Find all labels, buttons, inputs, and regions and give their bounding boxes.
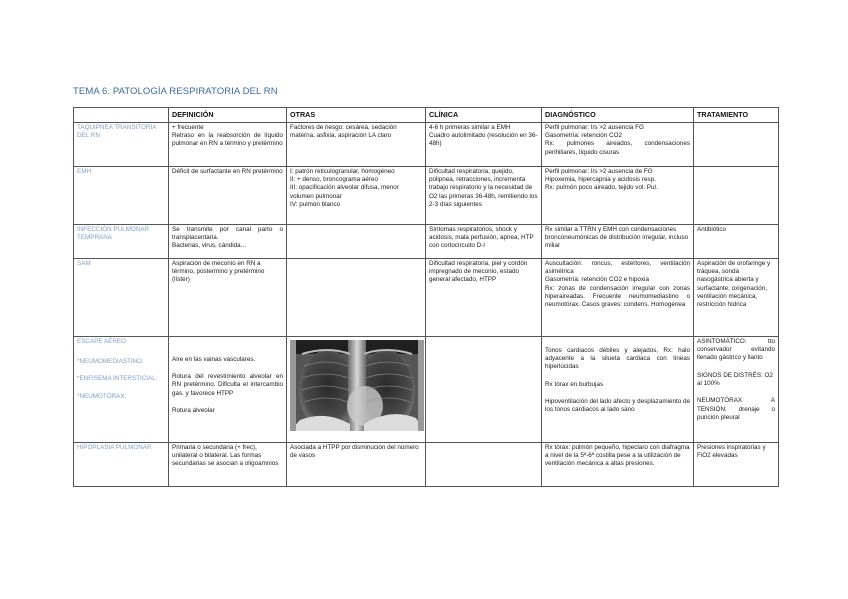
cell-tratamiento: Aspiración de orofaringe y tráquea, sonda nasogástrica abierta y surfactante, oxigenación, ventilación mecánica, restricción hídrica (694, 258, 779, 336)
cell-definicion (169, 122, 287, 166)
cell-clinica: Síntomas respiratorios, shock y acidosis, mala perfusión, apnea, HTP con cortocircuito D-I (426, 224, 542, 258)
cell-text: Hipoxemia, hipercapnia y acidosis resp. (545, 175, 656, 183)
cell-text: Retraso en la reabsorción de líquido pulmonar en RN a término y pretérmino (172, 131, 283, 148)
cell-definicion (169, 224, 287, 258)
cell-diagnostico (542, 122, 694, 166)
cell-diagnostico (542, 258, 694, 336)
cell-text: Auscultación: roncus, estertores, ventilación asimétrica (545, 259, 690, 275)
document-title: TEMA 6. PATOLOGÍA RESPIRATORIA DEL RN (73, 86, 278, 97)
cell-text: Gasometría: retención CO2 (545, 131, 622, 139)
table-row (74, 336, 779, 442)
cell-text: Perfil pulmonar: I/s >2 ausencia de FG (545, 167, 653, 175)
cell-text: IV: pulmón blanco (290, 201, 341, 209)
cell-diagnostico: Rx similar a TTRN y EMH con condensaciones bronconeumónicas de distribución irregular, incluso miliar (542, 224, 694, 258)
header-cell-otras: OTRAS (287, 108, 426, 123)
cell-definicion: Aspiración de meconio en RN a término, postermino y pretérmino (líster) (169, 258, 287, 336)
cell-text: ASINTOMÁTICO: tto conservador evitando llenado gástrico y llanto (697, 337, 775, 362)
cell-diagnostico (542, 336, 694, 442)
cell-text: Rotura del revestimiento alveolar en RN pretérmino. Dificulta el intercambio gas. y favorece HTPP (172, 372, 283, 397)
row-name-group (74, 336, 169, 442)
row-name: SAM (74, 258, 169, 336)
header-row (74, 108, 779, 123)
cell-text: Se transmite por canal parto o transplacentaria. (172, 225, 283, 241)
table-row (74, 166, 779, 224)
cell-text: Rx: pulmones aireados, condensaciones perihiliares, líquido cisuras (545, 140, 690, 156)
cell-tratamiento: Presiones inspiratorias y FiO2 elevadas (694, 442, 779, 486)
row-name: EMH (74, 166, 169, 224)
table-row (74, 224, 779, 258)
cell-otras (287, 224, 426, 258)
cell-text: Aire en las vainas vasculares. (172, 355, 256, 363)
respiratory-pathology-table (73, 107, 779, 487)
row-name: HIPOPLASIA PULMONAR (74, 442, 169, 486)
cell-text: 4-6 h primeras similar a EMH (429, 123, 511, 131)
cell-text: Hipoventilación del lado afecto y desplazamiento de los tonos cardiacos al lado sano (545, 398, 690, 414)
cell-text: NEUMOTÓRAX A TENSIÓN: drenaje o punción pleural (697, 397, 775, 422)
cell-otras (287, 166, 426, 224)
cell-text: Rotura alveolar (172, 407, 215, 415)
header-cell-clinica: CLÍNICA (426, 108, 542, 123)
cell-text: Gasometría: retención CO2 e hipoxia (545, 276, 649, 284)
cell-definicion: Primaria o secundaria (+ frec), unilateral o bilateral. Las formas secundarias se asocian a oligoamnios (169, 442, 287, 486)
header-cell-tratamiento: TRATAMIENTO (694, 108, 779, 123)
header-cell-diagnostico: DIAGNÓSTICO (542, 108, 694, 123)
cell-text: + frecuente (172, 123, 204, 131)
cell-diagnostico: Rx tórax: pulmón pequeño, hipeclaro con diafragma a nivel de la 5ª-6ª costilla pese a la utilización de ventilación mecánica a altas presiones. (542, 442, 694, 486)
table-row (74, 122, 779, 166)
cell-text: Perfil pulmonar: I/s >2 ausencia FG (545, 123, 644, 131)
cell-clinica (426, 122, 542, 166)
cell-text: Rx: zonas de condensación irregular con zonas hiperaireadas. Frecuente neumomediastino o neumotórax. Casos graves: condens. Homogénea (545, 284, 690, 309)
cell-clinica (426, 442, 542, 486)
header-cell-empty (74, 108, 169, 123)
row-subname: *NEUMOMEDIASTINO: (77, 357, 144, 365)
cell-tratamiento (694, 166, 779, 224)
row-subname: *NEUMOTÓRAX: (77, 392, 127, 400)
cell-definicion: Déficit de surfactante en RN pretérmino (169, 166, 287, 224)
table-row (74, 442, 779, 486)
cell-text: III: opacificación alveolar difusa, menor volumen pulmonar (290, 184, 399, 200)
cell-definicion (169, 336, 287, 442)
row-name: INFECCIÓN PULMONAR TEMPRANA (74, 224, 169, 258)
cell-tratamiento (694, 122, 779, 166)
cell-text: Bacterias, virus, cándida… (172, 242, 247, 250)
table-row (74, 258, 779, 336)
cell-otras (287, 258, 426, 336)
cell-text: Rx: pulmón poco aireado, tejido vol. Pul. (545, 184, 658, 192)
cell-text: SIGNOS DE DISTRÉS: O2 al 100% (697, 371, 773, 388)
cell-text: II: + denso, broncograma aéreo (290, 175, 379, 183)
cell-text: Tonos cardiacos débiles y alejados, Rx: halo adyacente a la silueta cardiaca con líneas hiperlúcidas (545, 346, 690, 371)
cell-clinica: Dificultad respiratoria, piel y cordón impregnado de meconio, estado general afectado, HTPP (426, 258, 542, 336)
cell-text: I: patrón reticulogranular, homogéneo (290, 167, 395, 175)
row-name: ESCAPE AÉREO (77, 337, 126, 345)
cell-tratamiento: Antibiótico (694, 224, 779, 258)
cell-text: Cuadro autolimitado (resolución en 36-48h) (429, 131, 538, 148)
row-subname: *ENFISEMA INTERSTICIAL: (77, 375, 158, 383)
cell-clinica (426, 336, 542, 442)
row-name: TAQUIPNEA TRANSITORIA DEL RN (74, 122, 169, 166)
cell-otras (287, 336, 426, 442)
cell-tratamiento (694, 336, 779, 442)
cell-text: Rx tórax en burbujas (545, 380, 604, 388)
cell-diagnostico (542, 166, 694, 224)
header-cell-definicion: DEFINICIÓN (169, 108, 287, 123)
cell-otras: Factores de riesgo: cesárea, sedación materna, asfixia, aspiración LA claro (287, 122, 426, 166)
cell-clinica: Dificultad respiratoria, quejido, polipnea, retracciones, incrementa trabajo respiratorio y la necesidad de O2 las primeras 36-48h, remitiendo los 2-3 días siguientes (426, 166, 542, 224)
chest-xray-image (290, 340, 424, 431)
cell-otras: Asociada a HTPP por disminución del número de vasos (287, 442, 426, 486)
